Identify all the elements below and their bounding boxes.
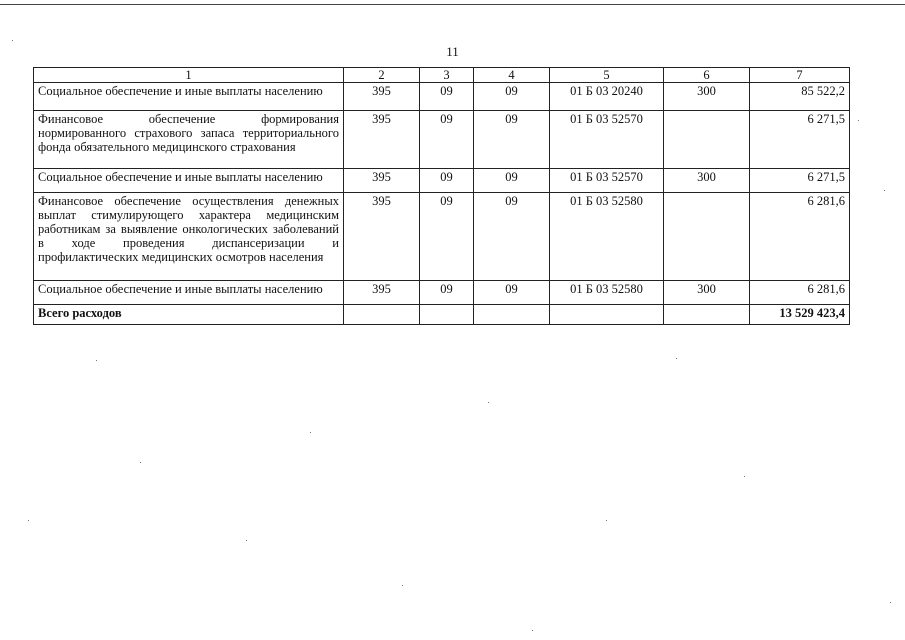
row-col-4: 09: [474, 83, 550, 111]
total-label: Всего расходов: [34, 305, 344, 325]
total-empty-cell: [664, 305, 750, 325]
row-col-5: 01 Б 03 52580: [550, 193, 664, 281]
header-col-6: 6: [664, 68, 750, 83]
header-col-7: 7: [750, 68, 850, 83]
row-col-7: 6 281,6: [750, 193, 850, 281]
table-total-row: [34, 305, 850, 325]
table-row: [34, 111, 850, 169]
row-col-3: 09: [420, 193, 474, 281]
row-col-6: [664, 111, 750, 169]
header-col-4: 4: [474, 68, 550, 83]
scan-speck: [246, 540, 247, 541]
row-col-3: 09: [420, 111, 474, 169]
row-col-6: 300: [664, 169, 750, 193]
row-col-3: 09: [420, 281, 474, 305]
row-name: Финансовое обеспечение формирования нормированного страхового запаса территориального фонда обязательного медицинского страхования: [34, 111, 344, 169]
row-name: Финансовое обеспечение осуществления денежных выплат стимулирующего характера медицинским работникам за выявление онкологических заболеваний в ходе проведения диспансеризации и профилактических медицинских осмотров населения: [34, 193, 344, 281]
scan-speck: [858, 120, 859, 121]
row-col-5: 01 Б 03 52580: [550, 281, 664, 305]
row-col-2: 395: [344, 281, 420, 305]
row-col-7: 6 271,5: [750, 169, 850, 193]
row-col-7: 85 522,2: [750, 83, 850, 111]
row-name: Социальное обеспечение и иные выплаты населению: [34, 169, 344, 193]
total-empty-cell: [550, 305, 664, 325]
scan-speck: [28, 520, 29, 521]
row-col-5: 01 Б 03 52570: [550, 111, 664, 169]
row-col-6: 300: [664, 83, 750, 111]
row-col-4: 09: [474, 169, 550, 193]
page-top-border: [0, 4, 905, 5]
row-col-4: 09: [474, 193, 550, 281]
row-col-2: 395: [344, 169, 420, 193]
row-col-7: 6 271,5: [750, 111, 850, 169]
budget-table: [33, 67, 850, 325]
table-row: [34, 83, 850, 111]
scan-speck: [488, 402, 489, 403]
scan-speck: [884, 190, 885, 191]
header-col-2: 2: [344, 68, 420, 83]
total-empty-cell: [474, 305, 550, 325]
table-row: [34, 193, 850, 281]
header-col-5: 5: [550, 68, 664, 83]
scan-speck: [744, 476, 745, 477]
row-name: Социальное обеспечение и иные выплаты населению: [34, 281, 344, 305]
row-col-7: 6 281,6: [750, 281, 850, 305]
row-col-5: 01 Б 03 20240: [550, 83, 664, 111]
table-row: [34, 281, 850, 305]
row-col-3: 09: [420, 83, 474, 111]
total-empty-cell: [420, 305, 474, 325]
row-col-3: 09: [420, 169, 474, 193]
scan-speck: [96, 360, 97, 361]
scan-speck: [676, 358, 677, 359]
scan-speck: [402, 585, 403, 586]
scan-speck: [606, 520, 607, 521]
table-header-row: [34, 68, 850, 83]
row-name: Социальное обеспечение и иные выплаты населению: [34, 83, 344, 111]
scan-speck: [890, 602, 891, 603]
row-col-6: [664, 193, 750, 281]
table-row: [34, 169, 850, 193]
scan-speck: [310, 432, 311, 433]
header-col-3: 3: [420, 68, 474, 83]
scan-speck: [12, 40, 13, 41]
row-col-2: 395: [344, 111, 420, 169]
row-col-2: 395: [344, 83, 420, 111]
row-col-2: 395: [344, 193, 420, 281]
header-col-1: 1: [34, 68, 344, 83]
row-col-4: 09: [474, 281, 550, 305]
row-col-5: 01 Б 03 52570: [550, 169, 664, 193]
total-value: 13 529 423,4: [750, 305, 850, 325]
page-number: 11: [446, 44, 459, 59]
row-col-4: 09: [474, 111, 550, 169]
total-empty-cell: [344, 305, 420, 325]
scan-speck: [532, 630, 533, 631]
scan-speck: [140, 462, 141, 463]
row-col-6: 300: [664, 281, 750, 305]
